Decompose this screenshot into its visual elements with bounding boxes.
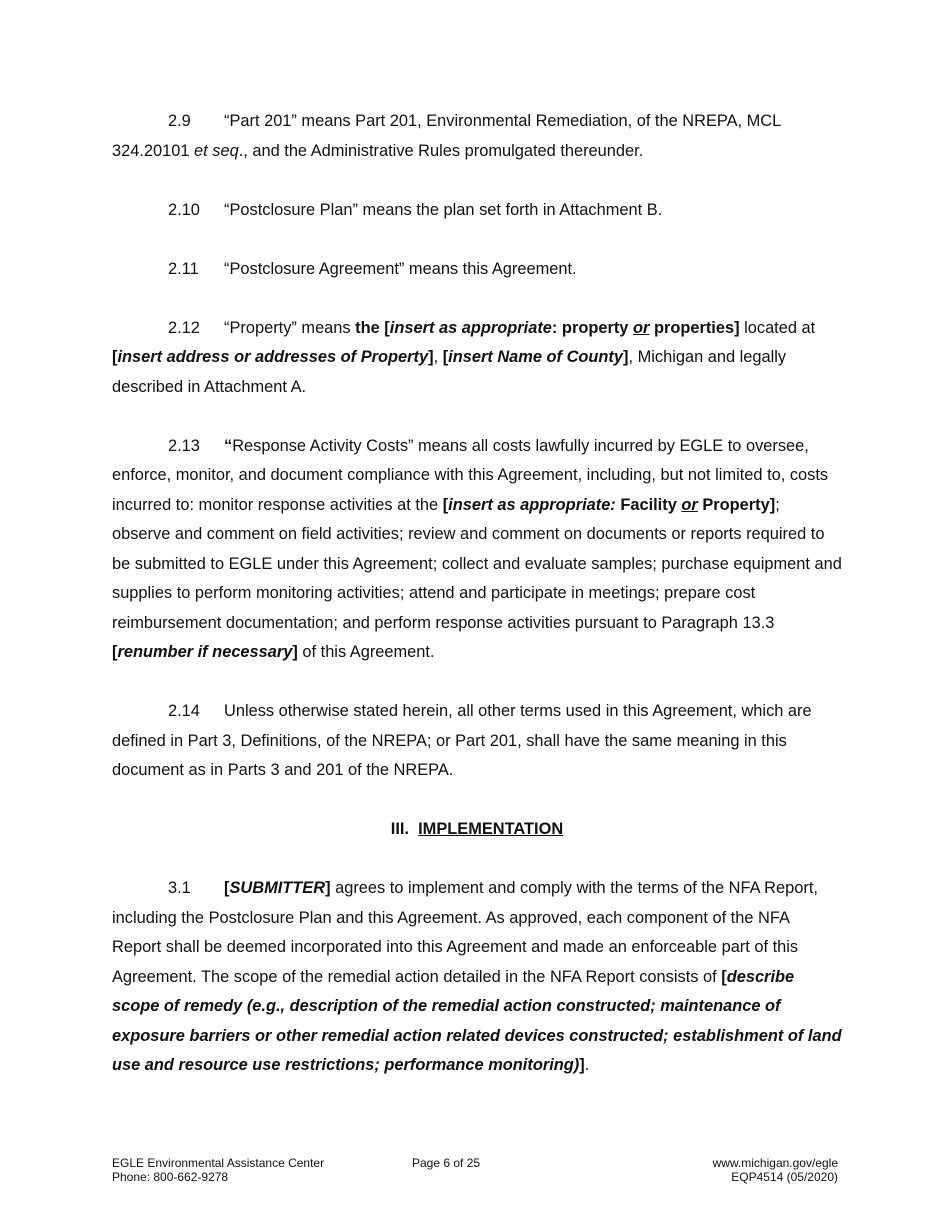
placeholder-instruction: insert as appropriate [389, 318, 552, 337]
bold-text: ] [428, 348, 434, 366]
bold-text: the [ [355, 318, 390, 337]
paragraph-2-14 [112, 697, 842, 786]
bold-text: [ [442, 348, 449, 366]
paragraph-number: 3.1 [168, 879, 191, 897]
bold-text: “ [224, 436, 233, 455]
bold-text: properties] [649, 318, 740, 337]
footer-org: EGLE Environmental Assistance Center [112, 1156, 325, 1170]
paragraph-text: “Property” means [224, 318, 356, 337]
paragraph-text: “Part 201” means Part 201, Environmental Remediation, of the NREPA, MCL 324.20101 [112, 112, 781, 160]
bold-text: [ [112, 348, 118, 366]
section-number: III. [390, 820, 410, 838]
placeholder-instruction: describe scope of remedy (e.g., description of the remedial action constructed; maintenance of exposure barriers or other remedial action related devices constructed; establishment of land use and resource use restrictions; performance monitoring) [112, 967, 842, 1074]
italic-text: et seq [194, 141, 239, 160]
paragraph-text: . [584, 1056, 590, 1074]
paragraph-2-11 [112, 255, 842, 285]
document-body [112, 107, 842, 1110]
paragraph-text: “Postclosure Agreement” means this Agreement. [224, 259, 577, 278]
paragraph-text: ; observe and comment on field activities; review and comment on documents or reports required to be submitted to EGLE under this Agreement; collect and evaluate samples; purchase equipment and supplies to perform monitoring activities; attend and participate in meetings; prepare cost reimbursement documentation; and perform response activities pursuant to Paragraph 13.3 [112, 495, 842, 632]
bold-text: : property [551, 318, 633, 337]
footer-phone: Phone: 800-662-9278 [112, 1170, 229, 1184]
placeholder-instruction: insert Name of County [448, 348, 624, 366]
paragraph-number: 2.13 [168, 436, 200, 455]
or-emphasis: or [681, 495, 698, 514]
paragraph-text: Response Activity Costs” means all costs lawfully incurred by EGLE to oversee, enforce, monitor, and document compliance with this Agreement, including, but not limited to, costs incurred to: monitor response activities at the [112, 436, 829, 514]
placeholder-instruction: SUBMITTER [229, 879, 326, 897]
paragraph-text: “Postclosure Plan” means the plan set forth in Attachment B. [224, 200, 663, 219]
bold-text: [ [721, 967, 727, 986]
footer-page-number: Page 6 of 25 [412, 1156, 481, 1170]
paragraph-text: , Michigan and legally described in Attachment A. [112, 348, 787, 396]
paragraph-number: 2.14 [168, 702, 200, 720]
section-title: IMPLEMENTATION [418, 820, 564, 838]
placeholder-instruction: renumber if necessary [117, 643, 293, 661]
bold-text: ] [579, 1056, 585, 1074]
bold-text: ] [325, 879, 331, 897]
bold-text: Facility [615, 495, 682, 514]
paragraph-text: of this Agreement. [297, 643, 435, 661]
section-heading [112, 815, 842, 845]
paragraph-text: , [433, 348, 443, 366]
paragraph-2-9 [112, 107, 842, 166]
paragraph-number: 2.10 [168, 200, 200, 219]
paragraph-text: agrees to implement and comply with the terms of the NFA Report, including the Postclosure Plan and this Agreement. As approved, each component of the NFA Report shall be deemed incorporated into this Agreement and made an enforceable part of this Agreement. The scope of the remedial action detailed in the NFA Report consists of [112, 879, 818, 986]
paragraph-text: Unless otherwise stated herein, all other terms used in this Agreement, which are defined in Part 3, Definitions, of the NREPA; or Part 201, shall have the same meaning in this document as in Parts 3 and 201 of the NREPA. [112, 702, 812, 779]
footer-right [713, 1156, 838, 1184]
paragraph-2-12 [112, 314, 842, 403]
paragraph-text: ., and the Administrative Rules promulgated thereunder. [238, 141, 644, 160]
paragraph-2-13 [112, 432, 842, 668]
footer-form-number: EQP4514 (05/2020) [731, 1170, 838, 1184]
bold-text: [ [224, 879, 230, 897]
paragraph-2-10 [112, 196, 842, 226]
paragraph-number: 2.11 [168, 259, 199, 278]
footer-left [112, 1156, 324, 1184]
paragraph-text: located at [739, 318, 816, 337]
bold-text: ] [292, 643, 298, 661]
paragraph-number: 2.12 [168, 318, 200, 337]
footer-url[interactable]: www.michigan.gov/egle [712, 1156, 838, 1170]
paragraph-3-1 [112, 874, 842, 1081]
bold-text: Property] [697, 495, 776, 514]
bold-text: [ [112, 643, 118, 661]
bold-text: [ [442, 495, 449, 514]
bold-text: ] [623, 348, 629, 366]
paragraph-number: 2.9 [168, 112, 191, 130]
or-emphasis: or [632, 318, 650, 337]
placeholder-instruction: insert as appropriate: [448, 495, 616, 514]
placeholder-instruction: insert address or addresses of Property [117, 348, 429, 366]
